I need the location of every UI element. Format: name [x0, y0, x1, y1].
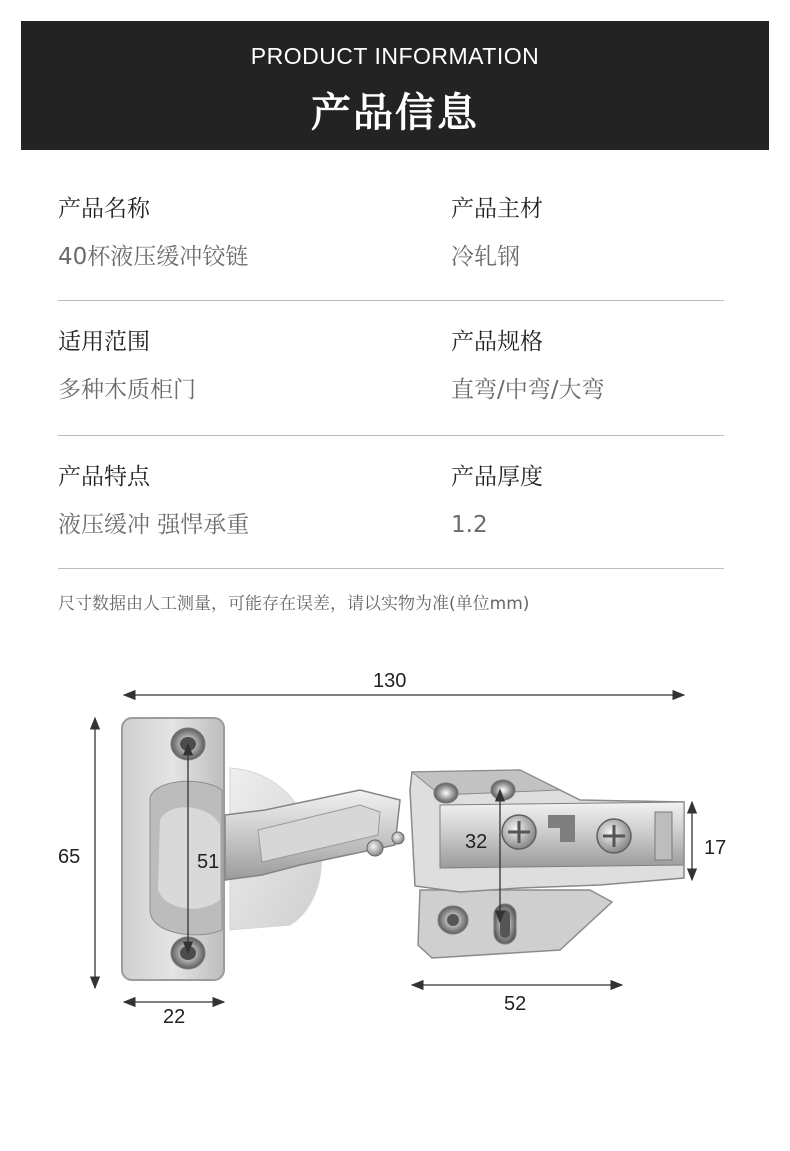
spec-label: 产品特点 — [58, 464, 150, 490]
spec-value: 冷轧钢 — [451, 244, 520, 270]
dim-total-width: 130 — [373, 670, 407, 692]
measurement-note: 尺寸数据由人工测量，可能存在误差，请以实物为准(单位mm) — [58, 594, 530, 614]
spec-value: 液压缓冲 强悍承重 — [58, 512, 250, 538]
spec-table — [58, 168, 724, 569]
spec-label: 产品名称 — [58, 196, 150, 222]
dim-plate-width: 22 — [163, 1006, 186, 1028]
spec-row — [58, 301, 724, 436]
spec-row — [58, 436, 724, 569]
spec-item-feature — [58, 462, 249, 540]
dim-mount-height: 17 — [704, 837, 727, 859]
spec-item-material — [451, 194, 543, 272]
spec-value: 40杯液压缓冲铰链 — [58, 244, 249, 270]
header-title-en: PRODUCT INFORMATION — [250, 43, 540, 69]
spec-label: 产品主材 — [451, 196, 543, 222]
header-banner — [21, 21, 769, 150]
spec-value: 1.2 — [451, 512, 488, 538]
dim-mount-hole-spacing: 32 — [465, 831, 488, 853]
header-title-cn: 产品信息 — [311, 90, 479, 136]
hinge-illustration — [0, 640, 790, 1060]
spec-label: 产品厚度 — [451, 464, 543, 490]
spec-value: 直弯/中弯/大弯 — [451, 377, 605, 403]
dim-mount-width: 52 — [504, 993, 527, 1015]
spec-item-name — [58, 194, 248, 272]
hinge-dimension-diagram — [0, 640, 790, 1060]
spec-row — [58, 168, 724, 301]
spec-item-scope — [58, 327, 196, 405]
dim-height: 65 — [58, 846, 81, 868]
spec-item-thickness — [451, 462, 543, 540]
spec-value: 多种木质柜门 — [58, 377, 196, 403]
mounting-plate — [418, 890, 612, 958]
spec-item-spec — [451, 327, 605, 405]
spec-label: 产品规格 — [451, 329, 543, 355]
spec-label: 适用范围 — [58, 329, 150, 355]
dim-hole-spacing: 51 — [197, 851, 220, 873]
hinge-body — [410, 770, 684, 892]
